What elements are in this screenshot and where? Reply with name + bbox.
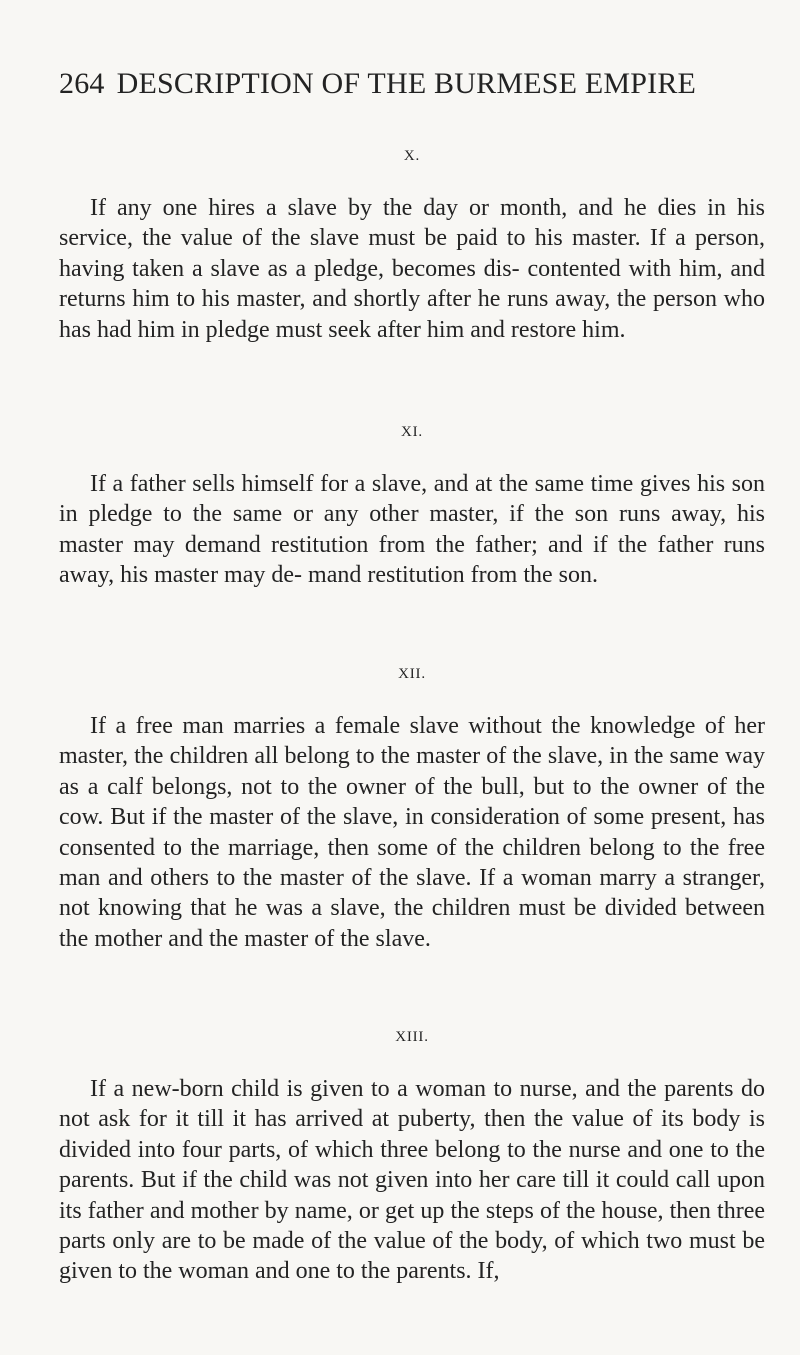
section-heading: X.	[403, 148, 421, 164]
section-xiii	[59, 1028, 765, 1287]
section-heading: XIII.	[395, 1029, 429, 1045]
section-x	[59, 147, 765, 345]
page-title: DESCRIPTION OF THE BURMESE EMPIRE	[116, 67, 697, 100]
page-number: 264	[59, 67, 105, 100]
section-heading: XI.	[401, 424, 423, 440]
running-head	[59, 66, 719, 102]
section-text: If a free man marries a female slave without the knowledge of her master, the children all belong to the master of the slave, in the same way as a calf belongs, not to the owner of the bull, but to the owner of the cow. But if the master of the slave, in consideration of some present, has consented to the marriage, then some of the children belong to the free man and others to the master of the slave. If a woman marry a stranger, not knowing that he was a slave, the children must be divided between the mother and the master of the slave.	[59, 713, 765, 952]
section-xi	[59, 423, 765, 591]
section-xii	[59, 665, 765, 954]
section-text: If a father sells himself for a slave, and at the same time gives his son in pledge to the same or any other master, if the son runs away, his master may demand restitution from the father; and if the father runs away, his master may de- mand restitution from the son.	[59, 471, 765, 589]
section-text: If any one hires a slave by the day or month, and he dies in his service, the value of the slave must be paid to his master. If a person, having taken a slave as a pledge, becomes dis- contented with him, and returns him to his master, and shortly after he runs away, the person who has had him in pledge must seek after him and restore him.	[59, 195, 765, 343]
section-heading: XII.	[398, 666, 426, 682]
section-text: If a new-born child is given to a woman to nurse, and the parents do not ask for it till it has arrived at puberty, then the value of its body is divided into four parts, of which three belong to the nurse and one to the parents. But if the child was not given into her care till it could call upon its father and mother by name, or get up the steps of the house, then three parts only are to be made of the value of the body, of which two must be given to the woman and one to the parents. If,	[59, 1076, 765, 1285]
